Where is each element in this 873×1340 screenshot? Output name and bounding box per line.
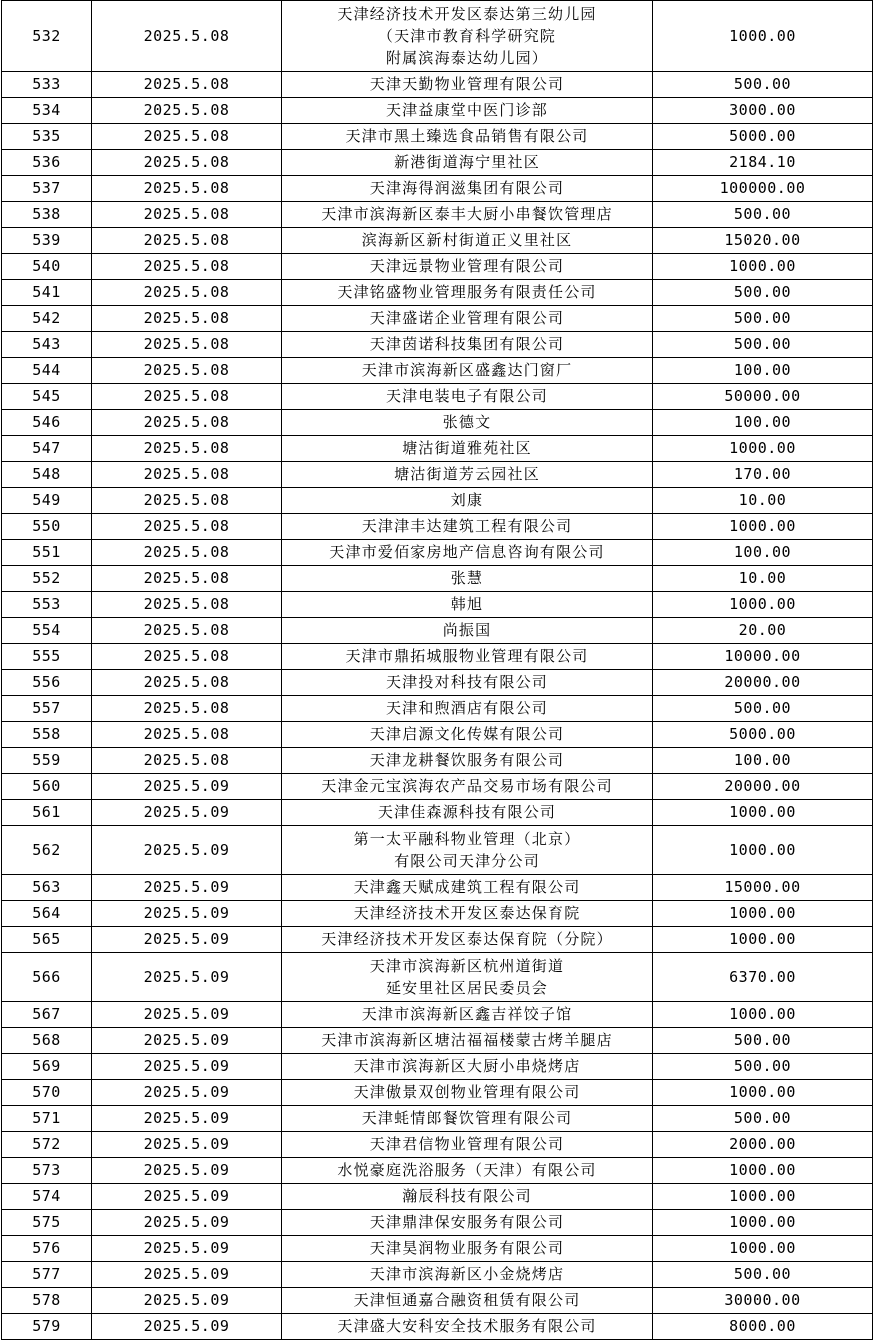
- donor-name-cell: 天津益康堂中医门诊部: [282, 98, 653, 124]
- donor-name-cell: 塘沽街道雅苑社区: [282, 436, 653, 462]
- row-number-cell: 540: [2, 254, 92, 280]
- amount-cell: 500.00: [653, 1028, 873, 1054]
- table-row: [2, 1158, 873, 1184]
- donor-name-cell: 天津市爱佰家房地产信息咨询有限公司: [282, 540, 653, 566]
- donor-name-cell: 天津天勤物业管理有限公司: [282, 72, 653, 98]
- amount-cell: 1000.00: [653, 826, 873, 875]
- date-cell: 2025.5.09: [92, 1262, 282, 1288]
- row-number-cell: 563: [2, 875, 92, 901]
- donation-table-body: [2, 1, 873, 1340]
- row-number-cell: 565: [2, 927, 92, 953]
- table-row: [2, 748, 873, 774]
- row-number-cell: 558: [2, 722, 92, 748]
- date-cell: 2025.5.08: [92, 176, 282, 202]
- table-row: [2, 1054, 873, 1080]
- donor-name-cell: 天津和煦酒店有限公司: [282, 696, 653, 722]
- table-row: [2, 1, 873, 72]
- date-cell: 2025.5.09: [92, 1210, 282, 1236]
- table-row: [2, 514, 873, 540]
- table-row: [2, 124, 873, 150]
- date-cell: 2025.5.09: [92, 901, 282, 927]
- donor-name-cell: 天津经济技术开发区泰达第三幼儿园 （天津市教育科学研究院 附属滨海泰达幼儿园）: [282, 1, 653, 72]
- table-row: [2, 1132, 873, 1158]
- donor-name-cell: 天津茵诺科技集团有限公司: [282, 332, 653, 358]
- table-row: [2, 826, 873, 875]
- date-cell: 2025.5.08: [92, 436, 282, 462]
- row-number-cell: 549: [2, 488, 92, 514]
- amount-cell: 500.00: [653, 1106, 873, 1132]
- row-number-cell: 568: [2, 1028, 92, 1054]
- date-cell: 2025.5.09: [92, 1028, 282, 1054]
- date-cell: 2025.5.09: [92, 1236, 282, 1262]
- donor-name-cell: 天津市滨海新区鑫吉祥饺子馆: [282, 1002, 653, 1028]
- date-cell: 2025.5.08: [92, 644, 282, 670]
- table-row: [2, 670, 873, 696]
- row-number-cell: 552: [2, 566, 92, 592]
- amount-cell: 1000.00: [653, 1236, 873, 1262]
- donor-name-cell: 刘康: [282, 488, 653, 514]
- donor-name-cell: 天津启源文化传媒有限公司: [282, 722, 653, 748]
- date-cell: 2025.5.09: [92, 774, 282, 800]
- row-number-cell: 544: [2, 358, 92, 384]
- row-number-cell: 578: [2, 1288, 92, 1314]
- row-number-cell: 556: [2, 670, 92, 696]
- amount-cell: 500.00: [653, 72, 873, 98]
- table-row: [2, 384, 873, 410]
- table-row: [2, 1236, 873, 1262]
- date-cell: 2025.5.08: [92, 618, 282, 644]
- row-number-cell: 542: [2, 306, 92, 332]
- table-row: [2, 410, 873, 436]
- amount-cell: 100000.00: [653, 176, 873, 202]
- date-cell: 2025.5.08: [92, 722, 282, 748]
- donor-name-cell: 尚振国: [282, 618, 653, 644]
- donor-name-cell: 天津市滨海新区大厨小串烧烤店: [282, 1054, 653, 1080]
- table-row: [2, 150, 873, 176]
- table-row: [2, 774, 873, 800]
- row-number-cell: 537: [2, 176, 92, 202]
- table-row: [2, 875, 873, 901]
- table-row: [2, 800, 873, 826]
- date-cell: 2025.5.09: [92, 1288, 282, 1314]
- table-row: [2, 358, 873, 384]
- amount-cell: 1000.00: [653, 1184, 873, 1210]
- amount-cell: 2184.10: [653, 150, 873, 176]
- amount-cell: 1000.00: [653, 927, 873, 953]
- date-cell: 2025.5.08: [92, 150, 282, 176]
- date-cell: 2025.5.08: [92, 670, 282, 696]
- date-cell: 2025.5.09: [92, 1054, 282, 1080]
- row-number-cell: 538: [2, 202, 92, 228]
- amount-cell: 100.00: [653, 748, 873, 774]
- amount-cell: 6370.00: [653, 953, 873, 1002]
- row-number-cell: 548: [2, 462, 92, 488]
- table-row: [2, 592, 873, 618]
- date-cell: 2025.5.08: [92, 280, 282, 306]
- donor-name-cell: 天津市鼎拓城服物业管理有限公司: [282, 644, 653, 670]
- row-number-cell: 572: [2, 1132, 92, 1158]
- amount-cell: 15020.00: [653, 228, 873, 254]
- row-number-cell: 560: [2, 774, 92, 800]
- donor-name-cell: 张德文: [282, 410, 653, 436]
- donor-name-cell: 天津龙耕餐饮服务有限公司: [282, 748, 653, 774]
- date-cell: 2025.5.09: [92, 1132, 282, 1158]
- amount-cell: 1000.00: [653, 1002, 873, 1028]
- amount-cell: 8000.00: [653, 1314, 873, 1340]
- table-row: [2, 1314, 873, 1340]
- table-row: [2, 901, 873, 927]
- date-cell: 2025.5.08: [92, 540, 282, 566]
- table-row: [2, 98, 873, 124]
- table-row: [2, 618, 873, 644]
- amount-cell: 20000.00: [653, 670, 873, 696]
- donor-name-cell: 天津傲景双创物业管理有限公司: [282, 1080, 653, 1106]
- amount-cell: 10.00: [653, 566, 873, 592]
- amount-cell: 500.00: [653, 202, 873, 228]
- amount-cell: 15000.00: [653, 875, 873, 901]
- amount-cell: 5000.00: [653, 722, 873, 748]
- date-cell: 2025.5.09: [92, 1158, 282, 1184]
- donor-name-cell: 天津佳森源科技有限公司: [282, 800, 653, 826]
- date-cell: 2025.5.09: [92, 1106, 282, 1132]
- row-number-cell: 545: [2, 384, 92, 410]
- date-cell: 2025.5.09: [92, 800, 282, 826]
- table-row: [2, 1262, 873, 1288]
- table-row: [2, 72, 873, 98]
- donor-name-cell: 天津电装电子有限公司: [282, 384, 653, 410]
- donor-name-cell: 天津昊润物业服务有限公司: [282, 1236, 653, 1262]
- donor-name-cell: 天津盛诺企业管理有限公司: [282, 306, 653, 332]
- row-number-cell: 567: [2, 1002, 92, 1028]
- donor-name-cell: 天津投对科技有限公司: [282, 670, 653, 696]
- row-number-cell: 554: [2, 618, 92, 644]
- date-cell: 2025.5.08: [92, 592, 282, 618]
- row-number-cell: 562: [2, 826, 92, 875]
- table-row: [2, 488, 873, 514]
- table-row: [2, 1080, 873, 1106]
- date-cell: 2025.5.08: [92, 72, 282, 98]
- row-number-cell: 575: [2, 1210, 92, 1236]
- date-cell: 2025.5.08: [92, 202, 282, 228]
- row-number-cell: 547: [2, 436, 92, 462]
- amount-cell: 1000.00: [653, 592, 873, 618]
- table-row: [2, 306, 873, 332]
- amount-cell: 1000.00: [653, 1158, 873, 1184]
- amount-cell: 10.00: [653, 488, 873, 514]
- donor-name-cell: 天津市黑土臻选食品销售有限公司: [282, 124, 653, 150]
- table-row: [2, 566, 873, 592]
- row-number-cell: 533: [2, 72, 92, 98]
- row-number-cell: 574: [2, 1184, 92, 1210]
- amount-cell: 50000.00: [653, 384, 873, 410]
- donor-name-cell: 张慧: [282, 566, 653, 592]
- date-cell: 2025.5.09: [92, 1002, 282, 1028]
- donor-name-cell: 塘沽街道芳云园社区: [282, 462, 653, 488]
- row-number-cell: 536: [2, 150, 92, 176]
- amount-cell: 5000.00: [653, 124, 873, 150]
- table-row: [2, 280, 873, 306]
- donor-name-cell: 天津市滨海新区杭州道街道 延安里社区居民委员会: [282, 953, 653, 1002]
- donor-name-cell: 韩旭: [282, 592, 653, 618]
- row-number-cell: 570: [2, 1080, 92, 1106]
- row-number-cell: 553: [2, 592, 92, 618]
- date-cell: 2025.5.08: [92, 566, 282, 592]
- row-number-cell: 576: [2, 1236, 92, 1262]
- row-number-cell: 551: [2, 540, 92, 566]
- amount-cell: 100.00: [653, 540, 873, 566]
- table-row: [2, 176, 873, 202]
- amount-cell: 3000.00: [653, 98, 873, 124]
- amount-cell: 20000.00: [653, 774, 873, 800]
- donor-name-cell: 天津海得润滋集团有限公司: [282, 176, 653, 202]
- date-cell: 2025.5.08: [92, 410, 282, 436]
- amount-cell: 100.00: [653, 358, 873, 384]
- table-row: [2, 953, 873, 1002]
- donor-name-cell: 天津市滨海新区小金烧烤店: [282, 1262, 653, 1288]
- row-number-cell: 550: [2, 514, 92, 540]
- row-number-cell: 561: [2, 800, 92, 826]
- donor-name-cell: 天津市滨海新区盛鑫达门窗厂: [282, 358, 653, 384]
- date-cell: 2025.5.08: [92, 1, 282, 72]
- table-row: [2, 927, 873, 953]
- row-number-cell: 546: [2, 410, 92, 436]
- row-number-cell: 573: [2, 1158, 92, 1184]
- donor-name-cell: 天津君信物业管理有限公司: [282, 1132, 653, 1158]
- donor-name-cell: 瀚辰科技有限公司: [282, 1184, 653, 1210]
- date-cell: 2025.5.08: [92, 748, 282, 774]
- table-row: [2, 1288, 873, 1314]
- table-row: [2, 1184, 873, 1210]
- table-row: [2, 436, 873, 462]
- date-cell: 2025.5.09: [92, 1080, 282, 1106]
- amount-cell: 10000.00: [653, 644, 873, 670]
- amount-cell: 1000.00: [653, 436, 873, 462]
- row-number-cell: 532: [2, 1, 92, 72]
- donation-table: [1, 0, 873, 1340]
- donor-name-cell: 天津鑫天赋成建筑工程有限公司: [282, 875, 653, 901]
- table-row: [2, 722, 873, 748]
- table-row: [2, 696, 873, 722]
- date-cell: 2025.5.09: [92, 826, 282, 875]
- amount-cell: 500.00: [653, 696, 873, 722]
- date-cell: 2025.5.08: [92, 306, 282, 332]
- donor-name-cell: 天津铭盛物业管理服务有限责任公司: [282, 280, 653, 306]
- date-cell: 2025.5.08: [92, 228, 282, 254]
- amount-cell: 500.00: [653, 306, 873, 332]
- amount-cell: 2000.00: [653, 1132, 873, 1158]
- donor-name-cell: 滨海新区新村街道正义里社区: [282, 228, 653, 254]
- donor-name-cell: 天津鼎津保安服务有限公司: [282, 1210, 653, 1236]
- date-cell: 2025.5.08: [92, 696, 282, 722]
- row-number-cell: 566: [2, 953, 92, 1002]
- donor-name-cell: 天津经济技术开发区泰达保育院（分院）: [282, 927, 653, 953]
- table-row: [2, 332, 873, 358]
- amount-cell: 1000.00: [653, 254, 873, 280]
- table-row: [2, 1002, 873, 1028]
- row-number-cell: 541: [2, 280, 92, 306]
- amount-cell: 1000.00: [653, 514, 873, 540]
- date-cell: 2025.5.08: [92, 124, 282, 150]
- donor-name-cell: 水悦豪庭洗浴服务（天津）有限公司: [282, 1158, 653, 1184]
- table-row: [2, 254, 873, 280]
- donor-name-cell: 天津蚝情郎餐饮管理有限公司: [282, 1106, 653, 1132]
- date-cell: 2025.5.08: [92, 98, 282, 124]
- row-number-cell: 559: [2, 748, 92, 774]
- date-cell: 2025.5.08: [92, 384, 282, 410]
- row-number-cell: 569: [2, 1054, 92, 1080]
- donor-name-cell: 天津经济技术开发区泰达保育院: [282, 901, 653, 927]
- amount-cell: 1000.00: [653, 901, 873, 927]
- row-number-cell: 571: [2, 1106, 92, 1132]
- date-cell: 2025.5.09: [92, 927, 282, 953]
- date-cell: 2025.5.08: [92, 332, 282, 358]
- row-number-cell: 557: [2, 696, 92, 722]
- amount-cell: 30000.00: [653, 1288, 873, 1314]
- donor-name-cell: 天津市滨海新区塘沽福福楼蒙古烤羊腿店: [282, 1028, 653, 1054]
- amount-cell: 500.00: [653, 1262, 873, 1288]
- amount-cell: 500.00: [653, 1054, 873, 1080]
- donor-name-cell: 新港街道海宁里社区: [282, 150, 653, 176]
- row-number-cell: 539: [2, 228, 92, 254]
- date-cell: 2025.5.09: [92, 875, 282, 901]
- donor-name-cell: 天津津丰达建筑工程有限公司: [282, 514, 653, 540]
- row-number-cell: 577: [2, 1262, 92, 1288]
- amount-cell: 170.00: [653, 462, 873, 488]
- amount-cell: 1000.00: [653, 800, 873, 826]
- table-row: [2, 462, 873, 488]
- donor-name-cell: 第一太平融科物业管理（北京） 有限公司天津分公司: [282, 826, 653, 875]
- date-cell: 2025.5.09: [92, 953, 282, 1002]
- donor-name-cell: 天津恒通嘉合融资租赁有限公司: [282, 1288, 653, 1314]
- date-cell: 2025.5.08: [92, 358, 282, 384]
- table-row: [2, 540, 873, 566]
- date-cell: 2025.5.08: [92, 254, 282, 280]
- amount-cell: 500.00: [653, 332, 873, 358]
- donor-name-cell: 天津远景物业管理有限公司: [282, 254, 653, 280]
- date-cell: 2025.5.08: [92, 514, 282, 540]
- donor-name-cell: 天津金元宝滨海农产品交易市场有限公司: [282, 774, 653, 800]
- table-row: [2, 1210, 873, 1236]
- table-row: [2, 1106, 873, 1132]
- amount-cell: 100.00: [653, 410, 873, 436]
- date-cell: 2025.5.09: [92, 1184, 282, 1210]
- table-row: [2, 202, 873, 228]
- amount-cell: 20.00: [653, 618, 873, 644]
- amount-cell: 1000.00: [653, 1, 873, 72]
- date-cell: 2025.5.08: [92, 488, 282, 514]
- row-number-cell: 579: [2, 1314, 92, 1340]
- amount-cell: 500.00: [653, 280, 873, 306]
- row-number-cell: 535: [2, 124, 92, 150]
- date-cell: 2025.5.09: [92, 1314, 282, 1340]
- row-number-cell: 534: [2, 98, 92, 124]
- date-cell: 2025.5.08: [92, 462, 282, 488]
- donor-name-cell: 天津市滨海新区泰丰大厨小串餐饮管理店: [282, 202, 653, 228]
- table-row: [2, 1028, 873, 1054]
- row-number-cell: 543: [2, 332, 92, 358]
- row-number-cell: 564: [2, 901, 92, 927]
- table-row: [2, 644, 873, 670]
- amount-cell: 1000.00: [653, 1210, 873, 1236]
- amount-cell: 1000.00: [653, 1080, 873, 1106]
- row-number-cell: 555: [2, 644, 92, 670]
- table-row: [2, 228, 873, 254]
- donor-name-cell: 天津盛大安科安全技术服务有限公司: [282, 1314, 653, 1340]
